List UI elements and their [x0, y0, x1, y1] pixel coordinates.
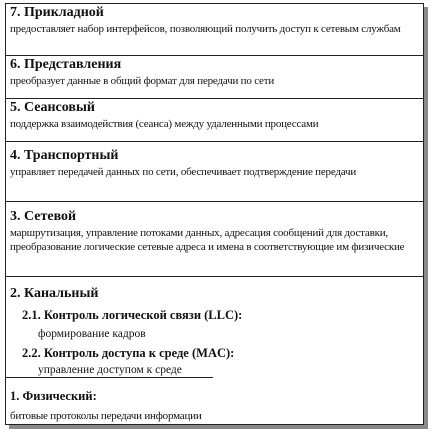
sublayer-mac-description: управление доступом к среде: [38, 364, 182, 376]
layer-5-session: [6, 99, 423, 142]
sublayer-mac-title: 2.2. Контроль доступа к среде (MAC):: [22, 346, 235, 360]
layer-2-1-data-link: [6, 277, 423, 426]
layer-7-description: предоставляет набор интерфейсов, позволяющий получить доступ к сетевым службам: [10, 23, 401, 35]
layer-6-description: преобразует данные в общий формат для передачи по сети: [10, 75, 275, 87]
layer-1-description: битовые протоколы передачи информации: [10, 410, 202, 422]
layer-5-description: поддержка взаимодействия (сеанса) между удаленными процессами: [10, 118, 319, 130]
sublayer-llc-description: формирование кадров: [38, 328, 146, 340]
sublayer-llc-title: 2.1. Контроль логической связи (LLC):: [22, 308, 243, 322]
layer-3-network: [6, 202, 423, 277]
layer-4-transport: [6, 142, 423, 202]
layer-1-title: 1. Физический:: [10, 389, 97, 403]
layer-6-title: 6. Представления: [10, 57, 122, 72]
layer-5-title: 5. Сеансовый: [10, 100, 95, 115]
layer-4-description: управляет передачей данных по сети, обеспечивает подтверждение передачи: [10, 166, 357, 178]
layer-7-title: 7. Прикладной: [10, 5, 104, 20]
layer-4-title: 4. Транспортный: [10, 148, 119, 163]
layer-3-title: 3. Сетевой: [10, 209, 77, 224]
layer-3-description: маршрутизация, управление потоками данных, адресация сообщений для доставки, преобразование логические сетевые адреса и имена в соответствующие им физические: [10, 227, 405, 253]
osi-model-table: [5, 3, 424, 425]
sublayer-separator: [6, 377, 213, 378]
layer-6-presentation: [6, 56, 423, 99]
layer-2-title: 2. Канальный: [10, 286, 99, 301]
layer-7-application: [6, 4, 423, 56]
